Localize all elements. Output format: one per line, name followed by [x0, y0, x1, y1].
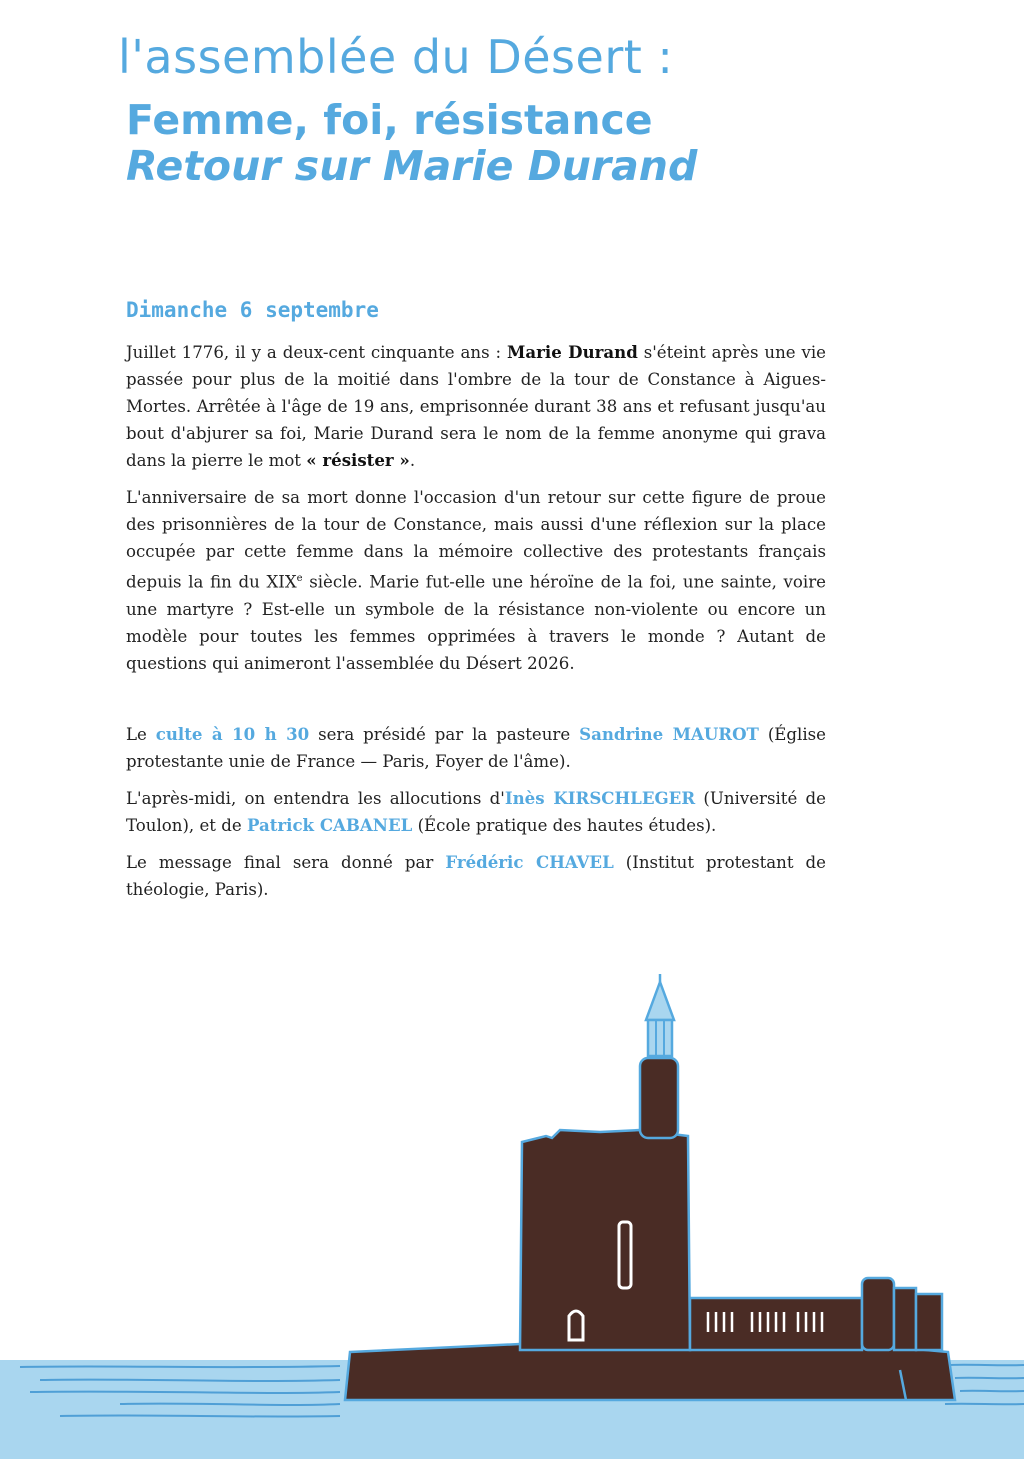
paragraph-final-message: [126, 849, 826, 903]
culte-time: culte à 10 h 30: [155, 723, 310, 744]
word-resister: « résister »: [306, 450, 410, 470]
keep-door: [569, 1311, 583, 1340]
speaker-kirschleger: Inès KIRSCHLEGER: [504, 787, 696, 808]
lantern: [646, 974, 674, 1056]
text-span: Le message final sera donné par: [126, 852, 446, 872]
keep-window-slit: [619, 1222, 631, 1288]
text-span: (Institut protestant de théologie, Paris).: [126, 852, 826, 899]
pastor-name: Sandrine MAUROT: [579, 723, 759, 744]
text-span: s'éteint après une vie passée pour plus de la moitié dans l'ombre de la tour de Constance à Aigues-Mortes. Arrêtée à l'âge de 19 ans, emprisonnée durant 38 ans et refusant jusqu'au bout d'abjurer sa foi, Marie Durand sera le nom de la femme anonyme qui grava dans la pierre le mot: [126, 343, 826, 470]
header-kicker: l'assemblée du Désert :: [118, 30, 674, 84]
paragraph-afternoon: [126, 785, 826, 839]
text-span: (Église protestante unie de France — Paris, Foyer de l'âme).: [126, 724, 826, 771]
text-span: (École pratique des hautes études).: [412, 815, 717, 835]
speaker-cabanel: Patrick CABANEL: [246, 814, 413, 835]
paragraph-intro: [126, 339, 826, 474]
text-span: sera présidé par la pasteure: [309, 724, 580, 744]
body-text: [126, 339, 826, 913]
end-tower-2: [894, 1288, 916, 1350]
text-span: Juillet 1776, il y a deux-cent cinquante ans :: [126, 343, 508, 362]
base-rock: [345, 1344, 955, 1400]
end-tower: [862, 1278, 894, 1350]
end-tower-3: [916, 1294, 942, 1350]
page-title: Femme, foi, résistance: [126, 96, 653, 144]
text-span: siècle. Marie fut-elle une héroïne de la foi, une sainte, voire une martyre ? Est-elle un symbole de la résistance non-violente ou encore un modèle pour toutes les femmes opprimées à travers le monde ? Autant de questions qui animeront l'assemblée du Désert 2026.: [126, 572, 826, 673]
event-date: Dimanche 6 septembre: [126, 298, 379, 322]
text-span: Le: [126, 724, 156, 744]
paragraph-anniversary: [126, 484, 826, 677]
text-span: L'après-midi, on entendra les allocutions d': [126, 788, 505, 808]
text-span: (Université de Toulon), et de: [126, 788, 826, 835]
text-span: .: [409, 451, 416, 470]
turret: [640, 1058, 678, 1138]
tower-of-constance-illustration: [0, 960, 1024, 1459]
main-keep: [520, 1130, 690, 1350]
text-span: L'anniversaire de sa mort donne l'occasion d'un retour sur cette figure de proue des prisonnières de la tour de Constance, mais aussi d'une réflexion sur la place occupée par cette femme dans la mémoire collective des protestants français depuis la fin du XIX: [126, 488, 826, 592]
page-subtitle: Retour sur Marie Durand: [126, 142, 698, 190]
speaker-chavel: Frédéric CHAVEL: [445, 851, 614, 872]
paragraph-culte: [126, 721, 826, 775]
name-marie-durand: Marie Durand: [507, 342, 638, 362]
superscript: e: [296, 573, 303, 584]
